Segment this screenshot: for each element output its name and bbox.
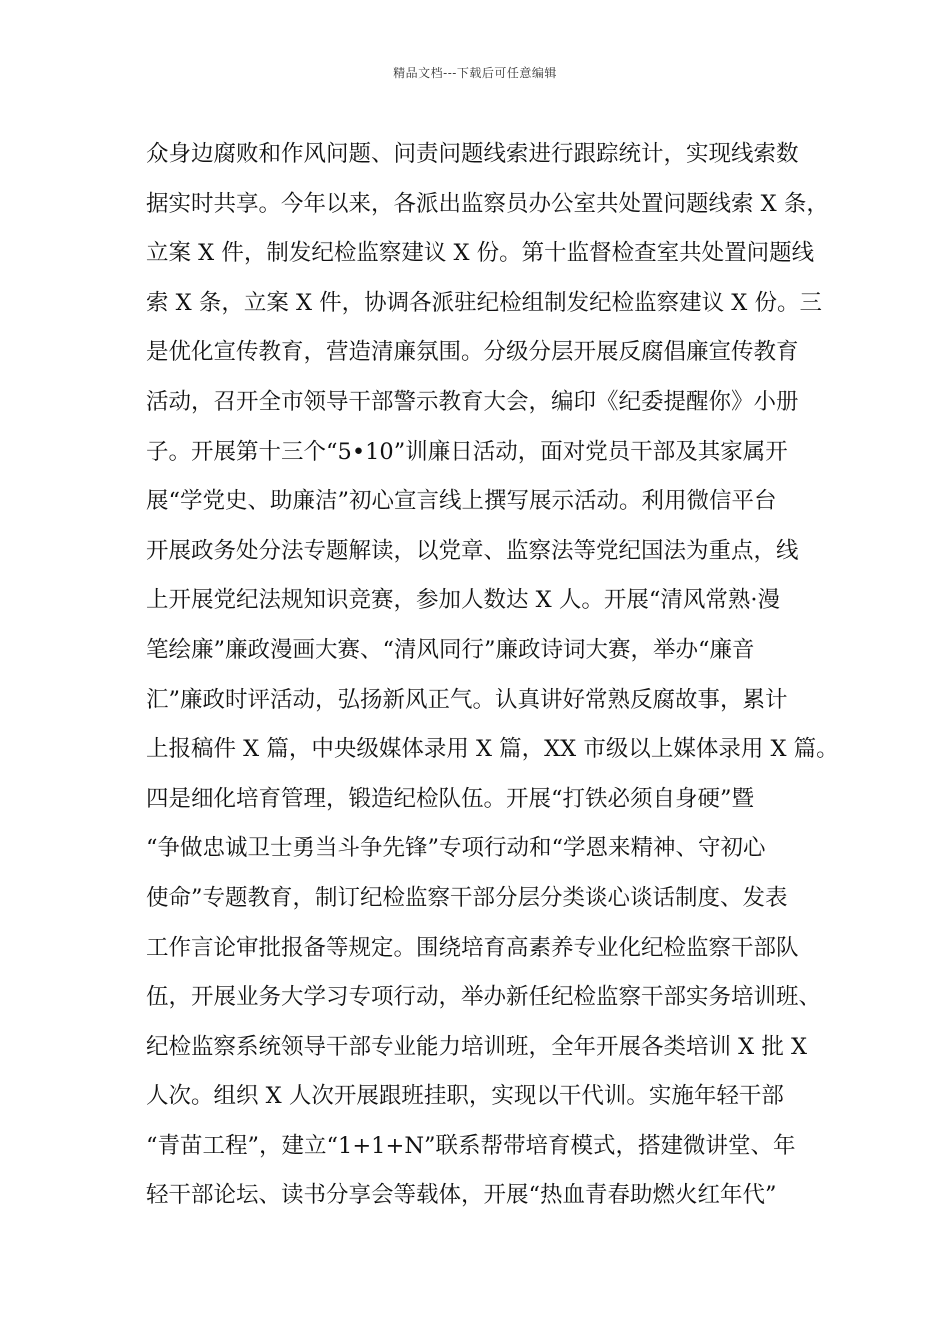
body-line: 子。开展第十三个“5•10”训廉日活动，面对党员干部及其家属开: [146, 438, 788, 465]
page-header: 精品文档---下载后可任意编辑: [393, 66, 557, 80]
body-line: 活动，召开全市领导干部警示教育大会，编印《纪委提醒你》小册: [146, 388, 799, 415]
body-line: 索 X 条，立案 X 件，协调各派驻纪检组制发纪检监察建议 X 份。三: [146, 289, 822, 316]
body-line: 立案 X 件，制发纪检监察建议 X 份。第十监督检查室共处置问题线: [146, 240, 815, 267]
body-line: 开展政务处分法专题解读，以党章、监察法等党纪国法为重点，线: [146, 537, 799, 564]
body-line: 是优化宣传教育，营造清廉氛围。分级分层开展反腐倡廉宣传教育: [146, 339, 799, 366]
body-line: 展“学党史、助廉洁”初心宣言线上撰写展示活动。利用微信平台: [146, 488, 777, 515]
body-line: 纪检监察系统领导干部专业能力培训班，全年开展各类培训 X 批 X: [146, 1033, 807, 1060]
body-line: 伍，开展业务大学习专项行动，举办新任纪检监察干部实务培训班、: [146, 984, 822, 1011]
body-line: 笔绘廉”廉政漫画大赛、“清风同行”廉政诗词大赛，举办“廉音: [146, 636, 755, 663]
body-line: 上报稿件 X 篇，中央级媒体录用 X 篇，XX 市级以上媒体录用 X 篇。: [146, 736, 839, 763]
body-line: 据实时共享。今年以来，各派出监察员办公室共处置问题线索 X 条，: [146, 190, 829, 217]
body-text: [146, 130, 839, 1221]
body-line: “争做忠诚卫士勇当斗争先锋”专项行动和“学恩来精神、守初心: [146, 835, 766, 862]
body-line: 上开展党纪法规知识竞赛，参加人数达 X 人。开展“清风常熟·漫: [146, 587, 780, 614]
body-line: 众身边腐败和作风问题、问责问题线索进行跟踪统计，实现线索数: [146, 141, 799, 167]
body-line: 四是细化培育管理，锻造纪检队伍。开展“打铁必须自身硬”暨: [146, 785, 755, 812]
body-line: 工作言论审批报备等规定。围绕培育高素养专业化纪检监察干部队: [146, 934, 799, 961]
body-line: 人次。组织 X 人次开展跟班挂职，实现以干代训。实施年轻干部: [146, 1083, 784, 1110]
body-line: “青苗工程”，建立“1+1+N”联系帮带培育模式，搭建微讲堂、年: [146, 1132, 796, 1159]
body-line: 汇”廉政时评活动，弘扬新风正气。认真讲好常熟反腐故事，累计: [146, 686, 788, 713]
body-line: 使命”专题教育，制订纪检监察干部分层分类谈心谈话制度、发表: [146, 884, 788, 911]
body-line: 轻干部论坛、读书分享会等载体，开展“热血青春助燃火红年代”: [146, 1182, 777, 1209]
